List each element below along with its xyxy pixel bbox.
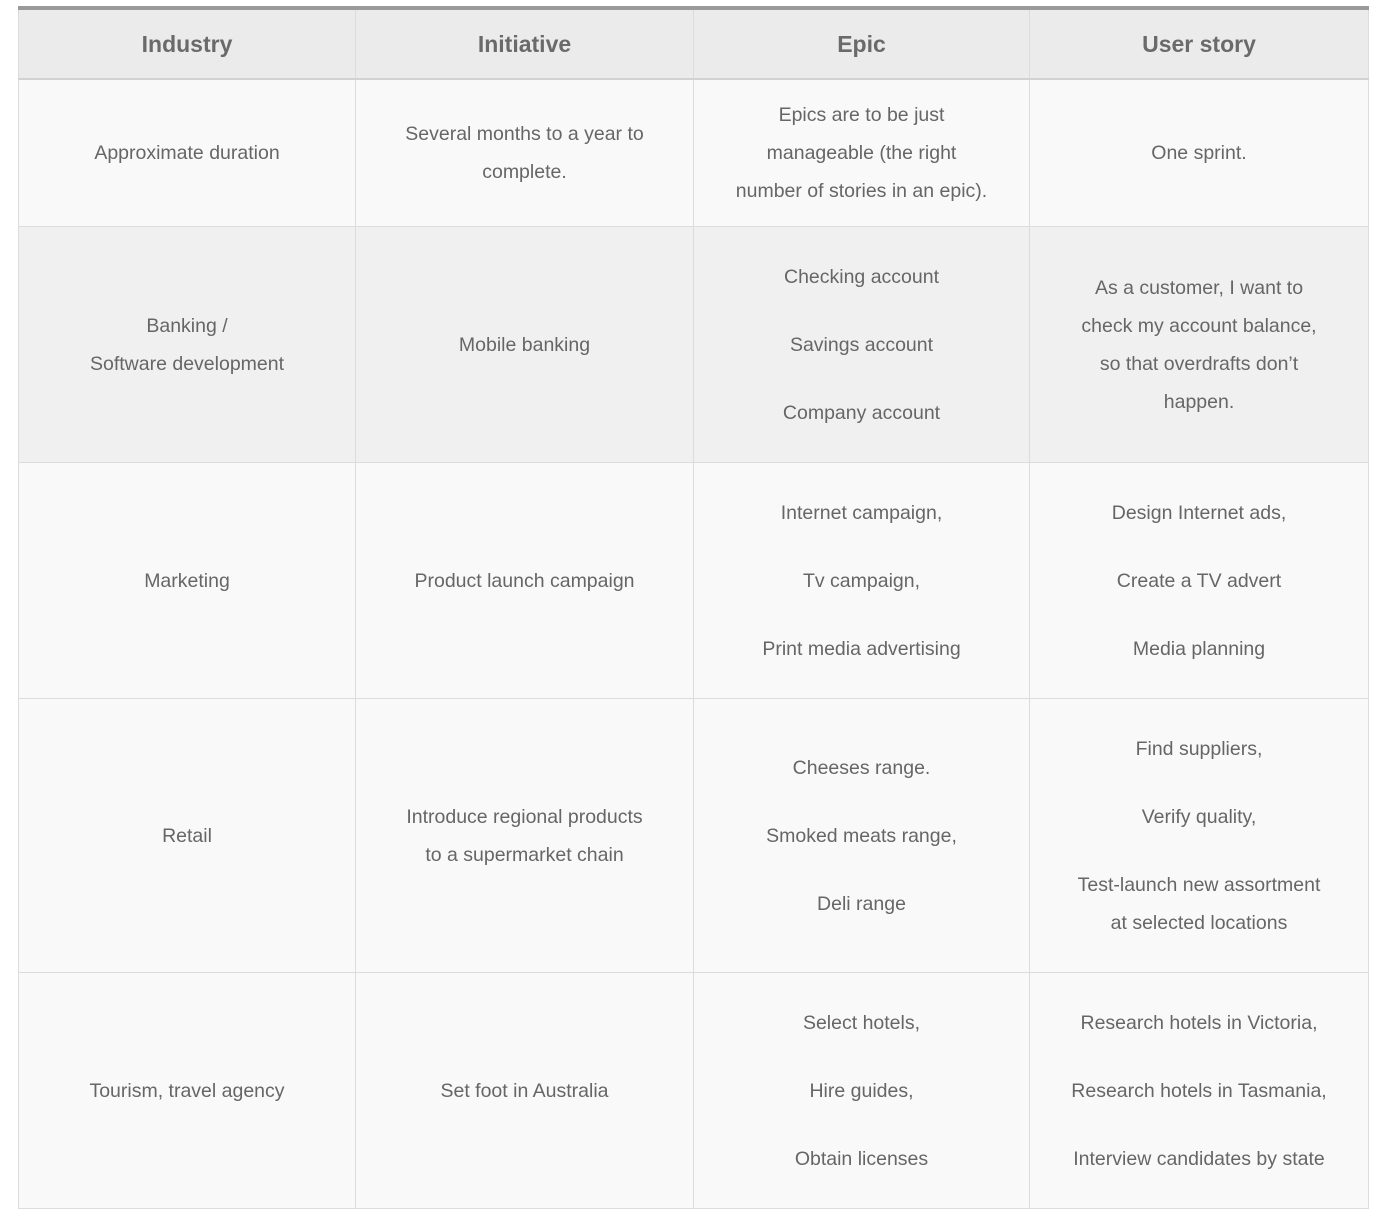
cell-text: Software development (89, 352, 285, 375)
header-industry: Industry (19, 8, 356, 79)
cell-initiative (356, 973, 694, 1209)
cell-text: Obtain licenses (794, 1147, 929, 1170)
cell-industry (19, 79, 356, 227)
cell-industry (19, 227, 356, 463)
table-row (19, 79, 1369, 227)
cell-text: Select hotels, (802, 1011, 921, 1034)
cell-user-story (1030, 227, 1369, 463)
cell-text: Several months to a year to (405, 123, 644, 145)
cell-text: Smoked meats range, (766, 824, 957, 847)
cell-text: Research hotels in Tasmania, (1071, 1079, 1327, 1102)
header-user-story: User story (1030, 8, 1369, 79)
cell-epic (694, 463, 1030, 699)
cell-text: Hire guides, (809, 1079, 914, 1102)
cell-text: As a customer, I want to (1094, 276, 1304, 299)
table-row (19, 973, 1369, 1209)
cell-text: Checking account (783, 265, 939, 288)
spacer (712, 532, 1011, 562)
cell-initiative (356, 463, 694, 699)
spacer (712, 600, 1011, 630)
cell-text: happen. (1163, 390, 1235, 413)
cell-text: Approximate duration (94, 142, 280, 164)
cell-text: Marketing (144, 569, 230, 592)
spacer (1048, 768, 1350, 798)
cell-text: number of stories in an epic). (735, 180, 988, 202)
cell-text: Verify quality, (1141, 805, 1257, 828)
cell-text: Epics are to be just (778, 104, 945, 126)
table-row (19, 227, 1369, 463)
spacer (712, 364, 1011, 394)
cell-text: Mobile banking (458, 333, 591, 356)
comparison-table-container (18, 6, 1368, 1209)
header-initiative: Initiative (356, 8, 694, 79)
cell-user-story (1030, 699, 1369, 973)
table-header-row (19, 8, 1369, 79)
cell-industry (19, 699, 356, 973)
cell-text: Introduce regional products (406, 805, 643, 828)
cell-text: Savings account (789, 333, 934, 356)
cell-industry (19, 973, 356, 1209)
cell-text: Cheeses range. (792, 756, 931, 779)
cell-text: Design Internet ads, (1111, 501, 1287, 524)
cell-text: Banking / (146, 314, 228, 337)
cell-text: Set foot in Australia (440, 1079, 609, 1102)
cell-user-story (1030, 463, 1369, 699)
cell-user-story (1030, 79, 1369, 227)
cell-text: manageable (the right (766, 142, 957, 164)
cell-text: Company account (782, 401, 941, 424)
cell-epic (694, 79, 1030, 227)
spacer (712, 787, 1011, 817)
cell-text: Find suppliers, (1135, 737, 1263, 760)
spacer (712, 855, 1011, 885)
cell-initiative (356, 79, 694, 227)
cell-text: Deli range (817, 892, 906, 915)
cell-text: Research hotels in Victoria, (1080, 1011, 1318, 1034)
cell-text: Media planning (1132, 637, 1266, 660)
cell-text: complete. (482, 161, 567, 183)
spacer (712, 1110, 1011, 1140)
cell-text: One sprint. (1151, 142, 1247, 164)
cell-text: Tv campaign, (802, 569, 921, 592)
cell-text: Create a TV advert (1116, 569, 1282, 592)
spacer (712, 1042, 1011, 1072)
cell-text: Retail (162, 824, 212, 847)
cell-epic (694, 227, 1030, 463)
spacer (1048, 1110, 1350, 1140)
spacer (712, 296, 1011, 326)
cell-initiative (356, 227, 694, 463)
cell-user-story (1030, 973, 1369, 1209)
cell-text: Print media advertising (762, 637, 961, 660)
cell-text: to a supermarket chain (425, 843, 624, 866)
initiative-epic-story-table (18, 6, 1369, 1209)
cell-epic (694, 973, 1030, 1209)
table-row (19, 699, 1369, 973)
spacer (1048, 836, 1350, 866)
table-row (19, 463, 1369, 699)
cell-text: check my account balance, (1081, 314, 1317, 337)
spacer (1048, 600, 1350, 630)
header-epic: Epic (694, 8, 1030, 79)
cell-text: Test-launch new assortment (1077, 873, 1321, 896)
cell-text: Internet campaign, (780, 501, 943, 524)
cell-text: at selected locations (1110, 911, 1288, 934)
cell-text: so that overdrafts don’t (1099, 352, 1299, 375)
cell-industry (19, 463, 356, 699)
cell-text: Product launch campaign (414, 569, 635, 592)
spacer (1048, 1042, 1350, 1072)
cell-text: Tourism, travel agency (89, 1079, 285, 1102)
cell-epic (694, 699, 1030, 973)
spacer (1048, 532, 1350, 562)
cell-text: Interview candidates by state (1073, 1147, 1325, 1170)
cell-initiative (356, 699, 694, 973)
